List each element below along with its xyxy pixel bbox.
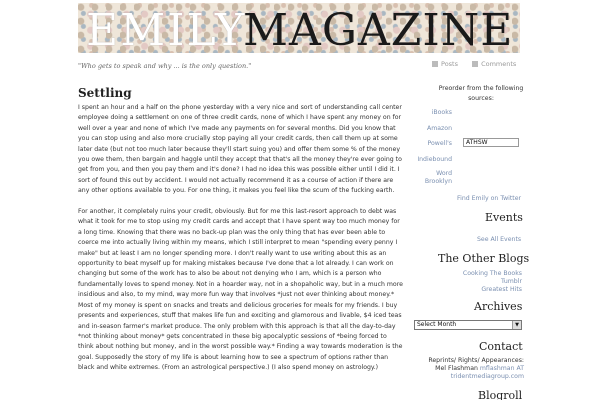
- contact-heading: Contact: [479, 340, 523, 353]
- chevron-down-icon[interactable]: ▼: [512, 321, 521, 329]
- archive-select-value: Select Month: [417, 321, 457, 328]
- post-body: [78, 103, 404, 400]
- preorder-store-list: [410, 105, 452, 189]
- blog-link[interactable]: Greatest Hits: [481, 286, 522, 293]
- contact-role: Reprints/ Rights/ Appearances:: [428, 357, 524, 364]
- contact-email-domain[interactable]: tridentmediagroup.com: [450, 373, 524, 380]
- posts-feed-link[interactable]: [432, 60, 458, 68]
- blogroll-heading: Blogroll: [478, 389, 523, 400]
- contact-agent-line: [412, 365, 524, 373]
- archives-heading: Archives: [474, 300, 523, 313]
- blog-link[interactable]: Cooking The Books: [462, 270, 522, 277]
- other-blogs-heading: The Other Blogs: [438, 252, 530, 265]
- post-paragraph: I spent an hour and a half on the phone yesterday with a very nice and sort of understanding call center employee doing a settlement on one of three credit cards, none of which I have spent any money on for well over a year and none of which I've made any payments on for several months. Did you know that you can stop using and also more crucially stop paying all your credit cards, then call them up at some later date (but not too much later because they'll start suing you) and offer them some % of the money you owe them, then bargain and haggle until they accept that that's all the money they're ever going to get from you, and then you pay them and it's done? I had no idea this was possible either until I did it. I sort of found this out by accident. I would not actually recommend it as a course of action if there are any other options available to you. For one thing, it makes you feel like the scum of the fucking earth.: [78, 104, 402, 195]
- isbn-input[interactable]: ATHSW: [463, 138, 519, 147]
- store-link-indiebound[interactable]: Indiebound: [417, 155, 452, 163]
- posts-feed-label: Posts: [441, 60, 458, 68]
- store-link-amazon[interactable]: Amazon: [426, 124, 452, 132]
- store-link-word-brooklyn[interactable]: Word Brooklyn: [424, 170, 452, 185]
- comments-feed-link[interactable]: [472, 60, 516, 68]
- twitter-link[interactable]: Find Emily on Twitter: [457, 195, 522, 202]
- feed-links: [432, 60, 528, 68]
- contact-name: Mel Flashman: [435, 365, 478, 372]
- logo-emily[interactable]: EMILY: [86, 5, 247, 53]
- archive-month-select[interactable]: [414, 320, 522, 330]
- site-tagline: "Who gets to speak and why ... is the only question.": [78, 62, 252, 70]
- see-all-events-link[interactable]: See All Events: [477, 236, 522, 243]
- blog-link[interactable]: Tumblr: [501, 278, 522, 285]
- events-heading: Events: [485, 211, 523, 224]
- post-title[interactable]: Settling: [78, 86, 132, 100]
- store-link-ibooks[interactable]: iBooks: [431, 109, 452, 116]
- contact-email[interactable]: mflashman AT: [479, 365, 524, 372]
- store-link-powells[interactable]: Powell's: [427, 140, 452, 147]
- rss-icon: [432, 61, 438, 67]
- post-paragraph: For another, it completely ruins your credit, obviously. But for me this last-resort approach to debt was what it took for me to stop using my credit cards and accept that I have spent way too much money for a long time. Knowing that there was no back-up plan was the only thing that has ever been able to coerce me into actually living within my means, which I still interpret to mean "spending every penny I make" but at least I am no longer spending more. I don't really want to use writing about this as an opportunity to beat myself up for making mistakes because I've done that a lot already. I can work on changing but some of the work has to also be about not denying who I am, which is a person who fundamentally loves to spend money. Not in a hoarder way, not in a shopaholic way, but in a much more insidious and also, to my mind, way more fun way that involves *just not ever thinking about money.* Most of my money is spent on snacks and treats and delicious groceries for meals for my friends. I buy presents and experiences, stuff that makes life fun and exciting and glamorous and livable, $4 iced teas and in-season farmer's market produce. The only problem with this approach is that all the day-to-day *not thinking about money* gets concentrated in these big apocalyptic sessions of *being forced to think about nothing but money, and in the worst possible way.* Finding a way towards moderation is the goal. Supposedly the story of my life is about learning how to see a spectrum of options rather than black and white extremes. (From an astrological perspective.) (I also spend money on astrology.): [78, 208, 403, 372]
- comments-feed-label: Comments: [481, 60, 517, 68]
- rss-icon: [472, 61, 478, 67]
- logo-magazine[interactable]: MAGAZINE: [243, 5, 514, 53]
- contact-info: [412, 357, 524, 381]
- preorder-intro: Preorder from the following sources:: [438, 85, 524, 102]
- other-blogs-list: [452, 270, 522, 294]
- masthead-banner[interactable]: [78, 3, 520, 53]
